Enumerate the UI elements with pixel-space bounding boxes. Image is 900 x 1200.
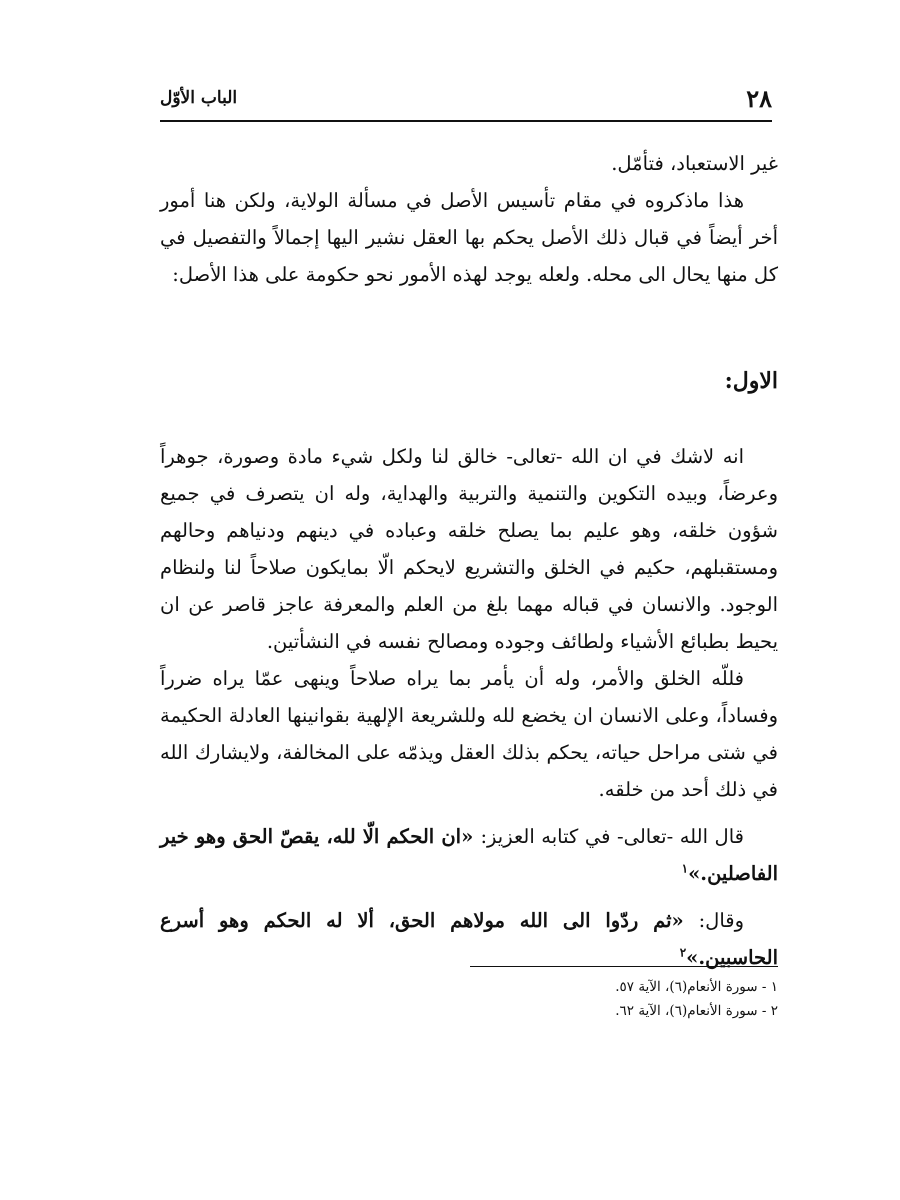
section-heading: الاول: — [724, 368, 778, 394]
footnote-ref-1: ١ — [681, 861, 689, 876]
quote-1 — [160, 818, 778, 892]
footnote-rule — [470, 966, 778, 967]
quote-2 — [160, 902, 778, 976]
paragraph-3: انه لاشك في ان الله -تعالى- خالق لنا ولكل شيء مادة وصورة، جوهراً وعرضاً، وبيده التكوين والتنمية والتربية والهداية، وله ان يتصرف في جميع شؤون خلقه، وهو عليم بما يصلح خلقه وعباده في دينهم ودنياهم وحالهم ومستقبلهم، حكيم في الخلق والتشريع لايحكم الّا بمايكون صلاحاً لنا ولنظام الوجود. والانسان في قباله مهما بلغ من العلم والمعرفة عاجز قاصر عن ان يحيط بطبائع الأشياء ولطائف وجوده ومصالح نفسه في النشأتين. — [160, 445, 778, 653]
footnote-2: ٢ - سورة الأنعام(٦)، الآية ٦٢. — [615, 1003, 778, 1019]
main-text — [160, 145, 778, 976]
header-rule — [160, 120, 772, 122]
quote-2-text: «ثم ردّوا الى الله مولاهم الحق، ألا له الحكم وهو أسرع الحاسبين.» — [160, 909, 778, 969]
page-header — [160, 84, 772, 116]
quote-1-text: «ان الحكم الّا لله، يقصّ الحق وهو خير الفاصلين.» — [160, 825, 778, 885]
chapter-title: الباب الأوّل — [160, 88, 238, 108]
paragraph-2: هذا ماذكروه في مقام تأسيس الأصل في مسألة الولاية، ولكن هنا أمور أخر أيضاً في قبال ذلك الأصل يحكم بها العقل نشير اليها إجمالاً والتفصيل في كل منها يحال الى محله. ولعله يوجد لهذه الأمور نحو حكومة على هذا الأصل: — [160, 189, 778, 286]
quote-1-intro: قال الله -تعالى- في كتابه العزيز: — [480, 825, 744, 848]
footnote-ref-2: ٢ — [679, 945, 687, 960]
page-number: ٢٨ — [746, 84, 772, 113]
paragraph-1: غير الاستعباد، فتأمّل. — [611, 152, 778, 175]
footnote-1: ١ - سورة الأنعام(٦)، الآية ٥٧. — [615, 979, 778, 995]
footnotes — [420, 975, 778, 1023]
quote-2-intro: وقال: — [698, 909, 744, 932]
paragraph-4: فللّه الخلق والأمر، وله أن يأمر بما يراه صلاحاً وينهى عمّا يراه ضرراً وفساداً، وعلى الانسان ان يخضع لله وللشريعة الإلهية بقوانينها العادلة الحكيمة في شتى مراحل حياته، يحكم بذلك العقل ويذمّه على المخالفة، ولايشارك الله في ذلك أحد من خلقه. — [160, 667, 778, 801]
